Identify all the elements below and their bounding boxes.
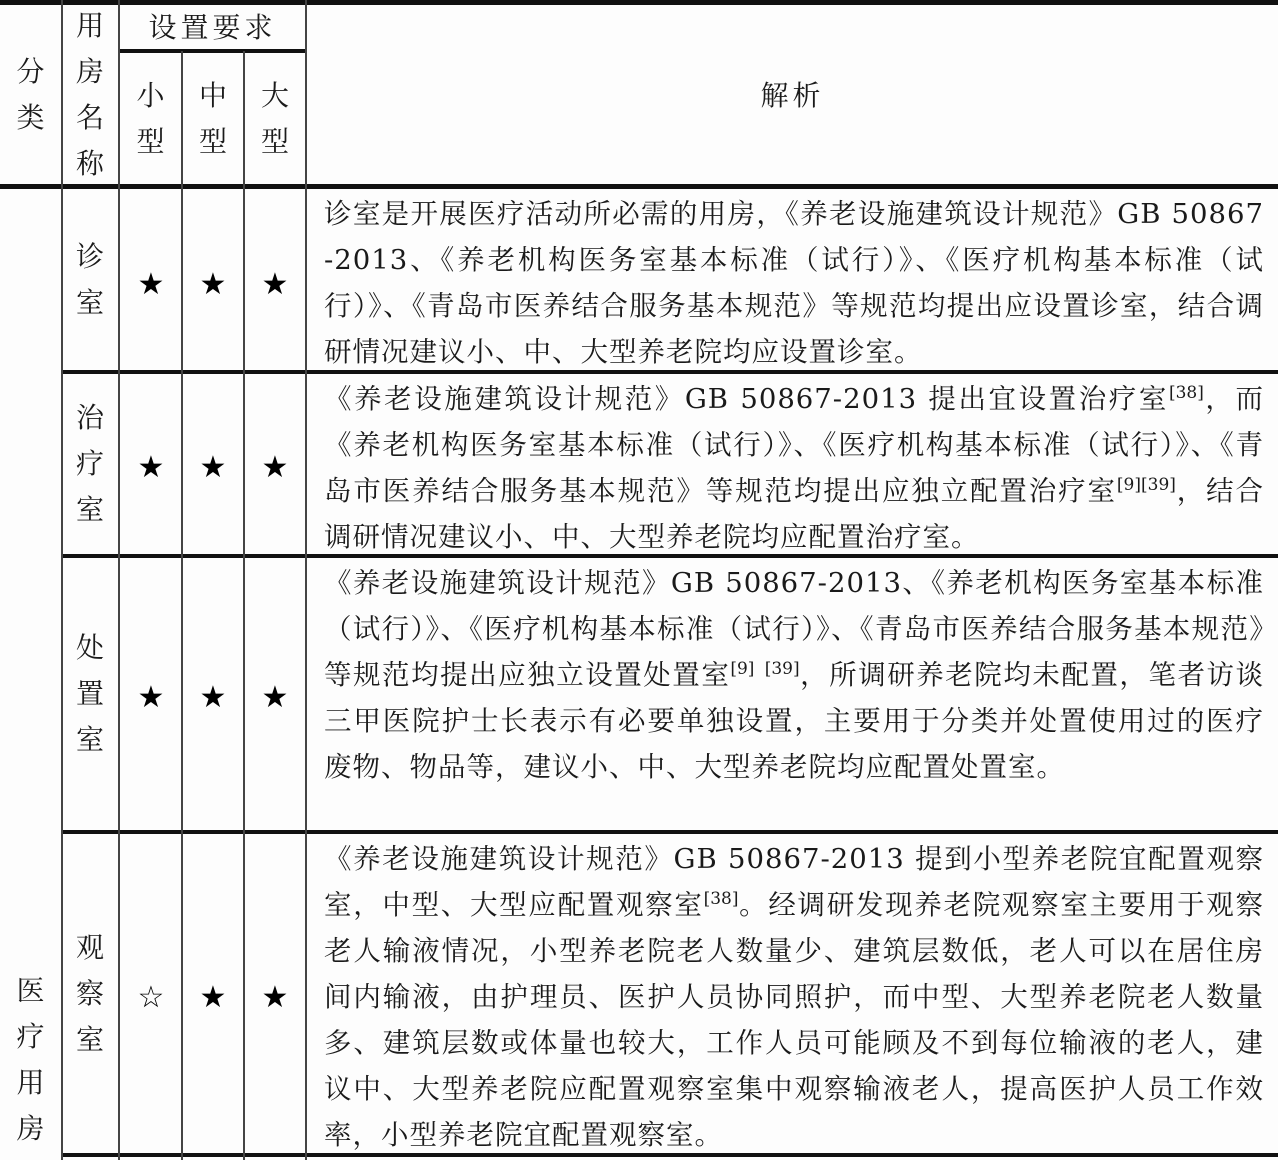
header-bottom-border	[0, 184, 1278, 189]
header-requirement-group: 设置要求	[148, 11, 277, 44]
star-filled-icon: ★	[137, 450, 165, 485]
room-name-char: 室	[75, 1022, 104, 1056]
header-size-small	[120, 53, 181, 184]
citation-ref: [39]	[764, 659, 800, 679]
header-category-char: 分	[16, 54, 45, 88]
analysis-text-run: ，结合调研情况建议小、中、大型养老院均应配置治疗室。	[324, 475, 1265, 553]
analysis-text-run: ，所调研养老院均未配置，笔者访谈三甲医院护士长表示有必要单独设置，主要用于分类并处置使用过的医疗废物、物品等，建议小、中、大型养老院均应配置处置室。	[324, 659, 1265, 783]
star-filled-icon: ★	[199, 267, 227, 302]
citation-ref: [38]	[1168, 383, 1204, 403]
analysis-text-run: 《养老设施建筑设计规范》GB 50867-2013 提出宜设置治疗室	[324, 383, 1169, 415]
header-category-char: 类	[16, 100, 45, 134]
star-filled-icon: ★	[261, 680, 289, 715]
room-name-char: 治	[75, 401, 104, 434]
room-name-char: 察	[75, 976, 104, 1010]
analysis-text-run: 《养老设施建筑设计规范》GB 50867-2013 提到小型养老院宜配置观察室，中型、大型应配置观察室	[324, 843, 1264, 921]
room-name-cell	[62, 189, 118, 370]
room-name-cell	[62, 558, 118, 830]
header-room-name-char: 称	[75, 146, 104, 180]
analysis-text	[324, 191, 1264, 375]
citation-ref: [39]	[1141, 475, 1176, 495]
citation-ref: [9]	[1116, 475, 1141, 495]
header-size-char: 小	[136, 78, 165, 112]
header-room-name-char: 名	[75, 100, 104, 134]
room-name-char: 观	[75, 930, 104, 964]
analysis-text	[324, 376, 1264, 560]
star-filled-icon: ★	[261, 450, 289, 485]
header-room-name-char: 房	[75, 54, 104, 88]
category-char: 医	[16, 974, 45, 1007]
star-filled-icon: ★	[199, 680, 227, 715]
category-label	[0, 960, 61, 1160]
analysis-text-run: 诊室是开展医疗活动所必需的用房，《养老设施建筑设计规范》GB 50867-2013、《养老机构医务室基本标准（试行）》、《医疗机构基本标准（试行）》、《青岛市医养结合服务基本规范》等规范均提出应设置诊室，结合调研情况建议小、中、大型养老院均应设置诊室。	[324, 198, 1264, 368]
star-outline-icon: ☆	[137, 980, 165, 1015]
header-size-char: 型	[136, 124, 165, 158]
analysis-text-run: ，而《养老机构医务室基本标准（试行）》、《医疗机构基本标准（试行）》、《青岛市医养结合服务基本规范》等规范均提出应独立配置治疗室	[324, 383, 1264, 507]
room-name-char: 室	[75, 723, 104, 756]
table-top-border	[0, 0, 1278, 5]
header-size-char: 中	[198, 78, 227, 112]
analysis-text	[324, 836, 1264, 1158]
star-filled-icon: ★	[137, 680, 165, 715]
room-name-char: 室	[75, 285, 104, 319]
analysis-text-run	[754, 659, 764, 691]
room-name-char: 诊	[75, 239, 104, 273]
analysis-text-run: 。经调研发现养老院观察室主要用于观察老人输液情况，小型养老院老人数量少、建筑层数低，老人可以在居住房间内输液，由护理员、医护人员协同照护，而中型、大型养老院老人数量多、建筑层数或体量也较大，工作人员可能顾及不到每位输液的老人，建议中、大型养老院应配置观察室集中观察输液老人，提高医护人员工作效率，小型养老院宜配置观察室。	[324, 889, 1265, 1151]
header-size-char: 型	[198, 124, 227, 158]
analysis-text-run: 《养老设施建筑设计规范》GB 50867-2013、《养老机构医务室基本标准（试行）》、《医疗机构基本标准（试行）》、《青岛市医养结合服务基本规范》等规范均提出应独立设置处置室	[324, 567, 1264, 691]
header-room-name-char: 用	[75, 8, 104, 42]
citation-ref: [38]	[703, 889, 739, 909]
star-filled-icon: ★	[199, 980, 227, 1015]
citation-ref: [9]	[730, 659, 755, 679]
header-size-large	[245, 53, 305, 184]
header-room-name	[62, 5, 118, 184]
room-name-cell	[62, 374, 118, 554]
star-filled-icon: ★	[137, 267, 165, 302]
room-name-cell	[62, 834, 118, 1153]
category-char: 用	[16, 1066, 45, 1099]
star-filled-icon: ★	[199, 450, 227, 485]
star-filled-icon: ★	[261, 980, 289, 1015]
room-name-char: 处	[75, 631, 104, 664]
header-size-char: 大	[260, 78, 289, 112]
header-analysis: 解析	[760, 79, 825, 112]
header-category	[0, 5, 61, 184]
star-filled-icon: ★	[261, 267, 289, 302]
room-name-char: 室	[75, 493, 104, 526]
analysis-text	[324, 560, 1264, 790]
category-char: 疗	[16, 1020, 45, 1053]
room-name-char: 疗	[75, 447, 104, 480]
category-char: 房	[16, 1112, 45, 1145]
header-size-char: 型	[260, 124, 289, 158]
header-size-medium	[183, 53, 243, 184]
room-name-char: 置	[75, 677, 104, 710]
